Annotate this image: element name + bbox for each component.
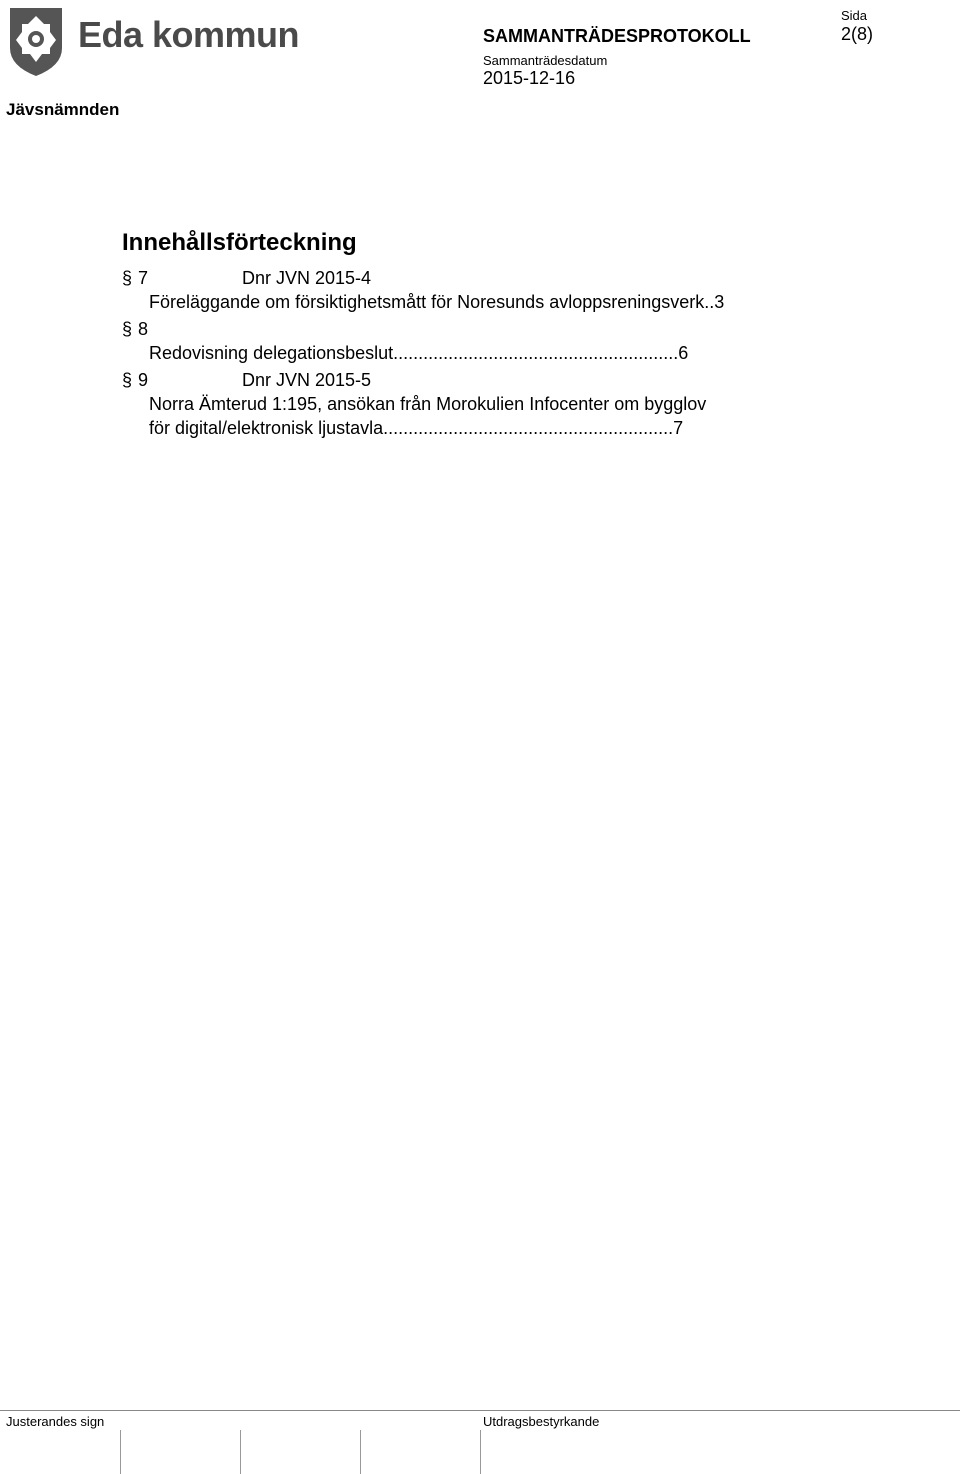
signature-box-divider (240, 1430, 241, 1474)
toc-entry-title-continued: för digital/elektronisk ljustavla..........................................................7 (149, 418, 684, 438)
signature-box-divider (120, 1430, 121, 1474)
toc-heading: Innehållsförteckning (122, 229, 357, 256)
toc-entry-title: Redovisning delegationsbeslut.........................................................6 (149, 343, 689, 363)
adjuster-signature-label: Justerandes sign (6, 1414, 105, 1429)
municipality-logo (6, 4, 66, 78)
paragraph-number: 8 (138, 319, 149, 339)
committee-name: Jävsnämnden (6, 100, 120, 119)
meeting-date-label: Sammanträdesdatum (483, 53, 608, 68)
diary-number: Dnr JVN 2015-4 (242, 268, 372, 288)
diary-number: Dnr JVN 2015-5 (242, 370, 372, 390)
toc-entry[interactable] (122, 368, 812, 440)
toc-entry-title: Norra Ämterud 1:195, ansökan från Morokulien Infocenter om bygglov (149, 394, 707, 414)
section-sign: § (122, 268, 133, 288)
section-sign: § (122, 370, 133, 390)
extract-certification-label: Utdragsbestyrkande (483, 1414, 600, 1429)
toc-entry-title: Föreläggande om försiktighetsmått för Noresunds avloppsreningsverk..3 (149, 292, 725, 312)
page-number: 2(8) (841, 24, 874, 44)
meeting-date: 2015-12-16 (483, 68, 576, 88)
footer-divider (0, 1410, 960, 1411)
signature-box-divider (360, 1430, 361, 1474)
section-sign: § (122, 319, 133, 339)
signature-box-divider (480, 1430, 481, 1474)
document-type: SAMMANTRÄDESPROTOKOLL (483, 26, 751, 46)
toc-entry[interactable] (122, 266, 812, 314)
page-label: Sida (841, 8, 868, 23)
logo-text: Eda kommun (78, 14, 300, 55)
toc-entry[interactable] (122, 317, 812, 365)
paragraph-number: 7 (138, 268, 149, 288)
paragraph-number: 9 (138, 370, 149, 390)
